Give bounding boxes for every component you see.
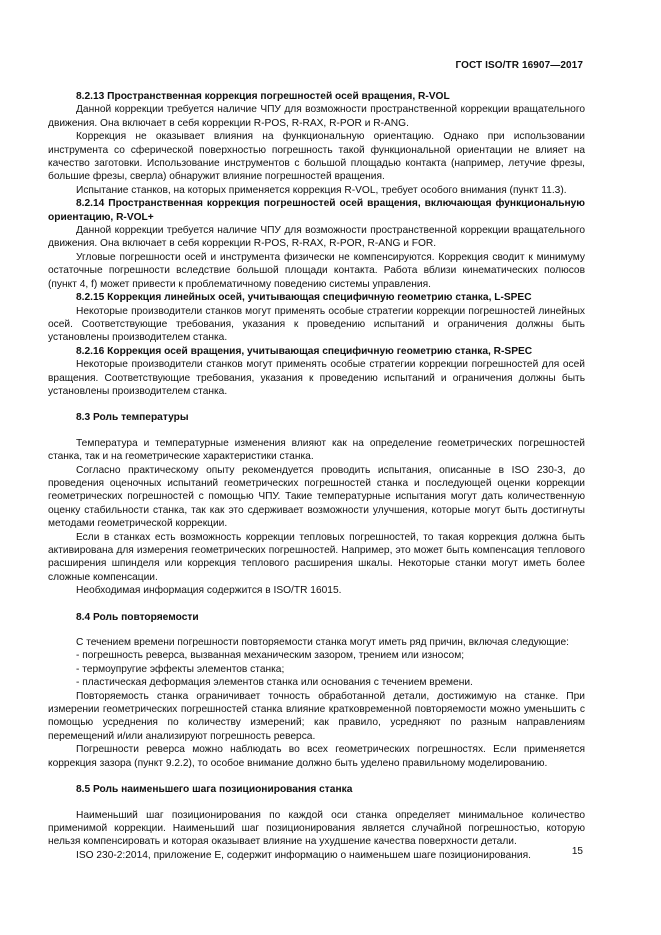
list-item: - термоупругие эффекты элементов станка; [76,663,285,675]
paragraph: Наименьший шаг позиционирования по каждой оси станка определяет минимальное количество применимой коррекции. Наименьший шаг позиционирования является случайной погрешностью, которую нельзя компенсировать и которая оказывает влияние на ухудшение качества поверхности детали. [48,809,585,848]
section-8-5-title: 8.5 Роль наименьшего шага позиционирования станка [76,784,353,796]
page-number: 15 [571,846,583,857]
section-8-2-13-title: 8.2.13 Пространственная коррекция погрешностей осей вращения, R-VOL [76,91,450,102]
list-item: - пластическая деформация элементов станка или основания с течением времени. [76,677,473,689]
section-8-4-title: 8.4 Роль повторяемости [76,611,199,623]
paragraph: ISO 230-2:2014, приложение E, содержит информацию о наименьшем шаге позиционирования. [76,849,531,861]
list-item: - погрешность реверса, вызванная механическим зазором, трением или износом; [76,650,465,662]
paragraph: Погрешности реверса можно наблюдать во всех геометрических погрешностях. Если применяется коррекция зазора (пункт 9.2.2), то особое внимание должно быть уделено правильному моделированию. [48,744,585,769]
page-content [48,90,585,862]
paragraph: Данной коррекции требуется наличие ЧПУ для возможности пространственной коррекции вращательного движения. Она включает в себя коррекции R-POS, R-RAX, R-POR, R-ANG и FOR. [48,225,585,250]
section-8-2-16-title: 8.2.16 Коррекция осей вращения, учитывающая специфичную геометрию станка, R-SPEC [76,345,533,357]
paragraph: Повторяемость станка ограничивает точность обработанной детали, достижимую на станке. При измерении геометрических погрешностей станка влияние кратковременной повторяемости можно уменьшить с помощью усреднения по количеству измерений; как правило, усредняют по разным направлениям перемещений и/или анализируют погрешность реверса. [48,690,585,742]
paragraph: С течением времени погрешности повторяемости станка могут иметь ряд причин, включая следующие: [76,637,569,649]
paragraph: Если в станках есть возможность коррекции тепловых погрешностей, то такая коррекция должна быть активирована для измерения геометрических погрешностей. Например, это может быть компенсация теплового расширения шпинделя или коррекция теплового расширения шкалы. Некоторые станки могут иметь более сложные компенсации. [48,531,585,583]
paragraph: Некоторые производители станков могут применять особые стратегии коррекции погрешностей линейных осей. Соответствующие требования, указания к проведению испытаний и ограничения должны быть установлены производителем станка. [48,305,585,344]
paragraph: Согласно практическому опыту рекомендуется проводить испытания, описанные в ISO 230-3, до проведения оценочных испытаний геометрических погрешностей станка и последующей оценки коррекции геометрических погрешностей с помощью ЧПУ. Такие температурные испытания могут дать количественную оценку стабильности станка, так как это сдерживает возможности улучшения, которые могут быть достигнуты методами геометрической коррекции. [48,464,585,530]
section-8-3-title: 8.3 Роль температуры [76,412,189,424]
paragraph: Угловые погрешности осей и инструмента физически не компенсируются. Коррекция сводит к минимуму остаточные погрешности вследствие большой площади контакта. Работа вблизи кинематических полюсов (пункт 4, f) может привести к проблематичному поведению системы управления. [48,251,585,290]
paragraph: Испытание станков, на которых применяется коррекция R-VOL, требует особого внимания (пункт 11.3). [76,184,567,196]
paragraph: Некоторые производители станков могут применять особые стратегии коррекции погрешностей для осей вращения. Соответствующие требования, указания к проведению испытаний и ограничения должны быть установлены производителем станка. [48,359,585,397]
paragraph: Необходимая информация содержится в ISO/TR 16015. [76,585,342,597]
document-header: ГОСТ ISO/TR 16907—2017 [455,60,583,71]
paragraph: Данной коррекции требуется наличие ЧПУ для возможности пространственной коррекции вращательного движения. Она включает в себя коррекции R-POS, R-RAX, R-POR и R-ANG. [48,104,585,129]
section-8-2-15-title: 8.2.15 Коррекция линейных осей, учитывающая специфичную геометрию станка, L-SPEC [76,292,532,304]
section-8-2-14-title: 8.2.14 Пространственная коррекция погрешностей осей вращения, включающая функциональную ориентацию, R-VOL+ [48,198,585,223]
paragraph: Коррекция не оказывает влияния на функциональную ориентацию. Однако при использовании инструмента со сферической поверхностью погрешность такой функциональной ориентации не влияет на качество заготовки. Использование инструментов с большой площадью контакта (например, летучие фрезы, большие фрезы, сверла) обнаружит влияние погрешностей вращения. [48,131,585,183]
paragraph: Температура и температурные изменения влияют как на определение геометрических погрешностей станка, так и на геометрические характеристики станка. [48,437,585,463]
